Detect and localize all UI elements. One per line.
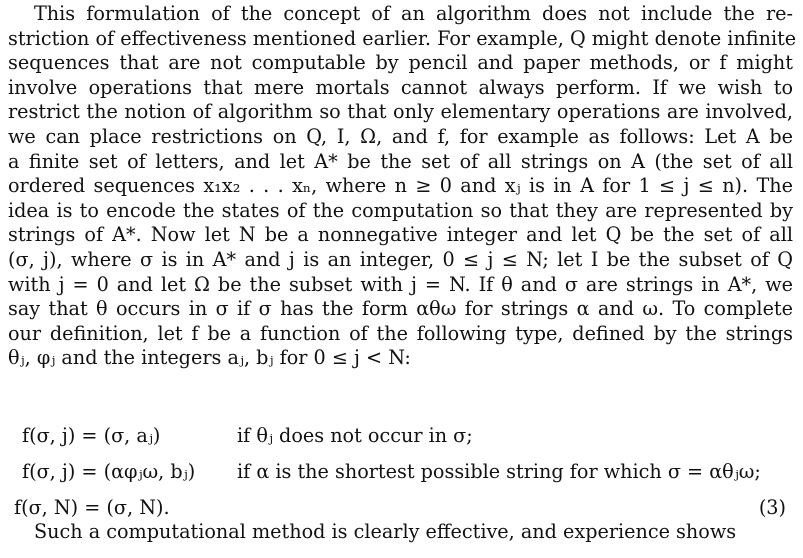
text-line: This formulation of the concept of an algorithm does not include the re- <box>34 2 793 25</box>
next-paragraph-fragment <box>8 520 793 546</box>
text-line: involve operations that mere mortals cannot always perform. If we wish to <box>8 75 793 99</box>
equation-lhs: f(σ, j) = (σ, aⱼ) <box>22 424 161 447</box>
text-line: idea is to encode the states of the computation so that they are represented by <box>8 198 793 222</box>
text-line: ordered sequences x₁x₂ . . . xₙ, where n ≥ 0 and xⱼ is in A for 1 ≤ j ≤ n). The <box>8 174 793 198</box>
text-line: a finite set of letters, and let A* be the set of all strings on A (the set of all <box>8 149 793 173</box>
text-line: strings of A*. Now let N be a nonnegative integer and let Q be the set of all <box>8 223 793 247</box>
equation-number: (3) <box>758 496 786 519</box>
text-line: our definition, let f be a function of the following type, defined by the strings <box>8 321 793 345</box>
equation-lhs: f(σ, j) = (αφⱼω, bⱼ) <box>22 460 196 483</box>
text-line: striction of effectiveness mentioned earlier. For example, Q might denote infinite <box>8 26 797 50</box>
text-line: (σ, j), where σ is in A* and j is an integer, 0 ≤ j ≤ N; let I be the subset of Q <box>8 247 793 271</box>
equation-condition: if θⱼ does not occur in σ; <box>237 424 473 447</box>
text-line: say that θ occurs in σ if σ has the form αθω for strings α and ω. To complete <box>8 297 793 321</box>
equation-condition: if α is the shortest possible string for which σ = αθⱼω; <box>237 460 761 483</box>
text-line: θⱼ, φⱼ and the integers aⱼ, bⱼ for 0 ≤ j < N: <box>8 346 411 370</box>
body-paragraph <box>8 2 797 371</box>
text-line: with j = 0 and let Ω be the subset with j = N. If θ and σ are strings in A*, we <box>8 272 793 296</box>
text-line: sequences that are not computable by pencil and paper methods, or f might <box>8 51 793 75</box>
text-line: restrict the notion of algorithm so that only elementary operations are involved, <box>8 100 793 124</box>
equation-lhs: f(σ, N) = (σ, N). <box>14 496 170 519</box>
text-line: Such a computational method is clearly effective, and experience shows <box>34 520 737 543</box>
text-line: we can place restrictions on Q, I, Ω, and f, for example as follows: Let A be <box>8 124 793 148</box>
